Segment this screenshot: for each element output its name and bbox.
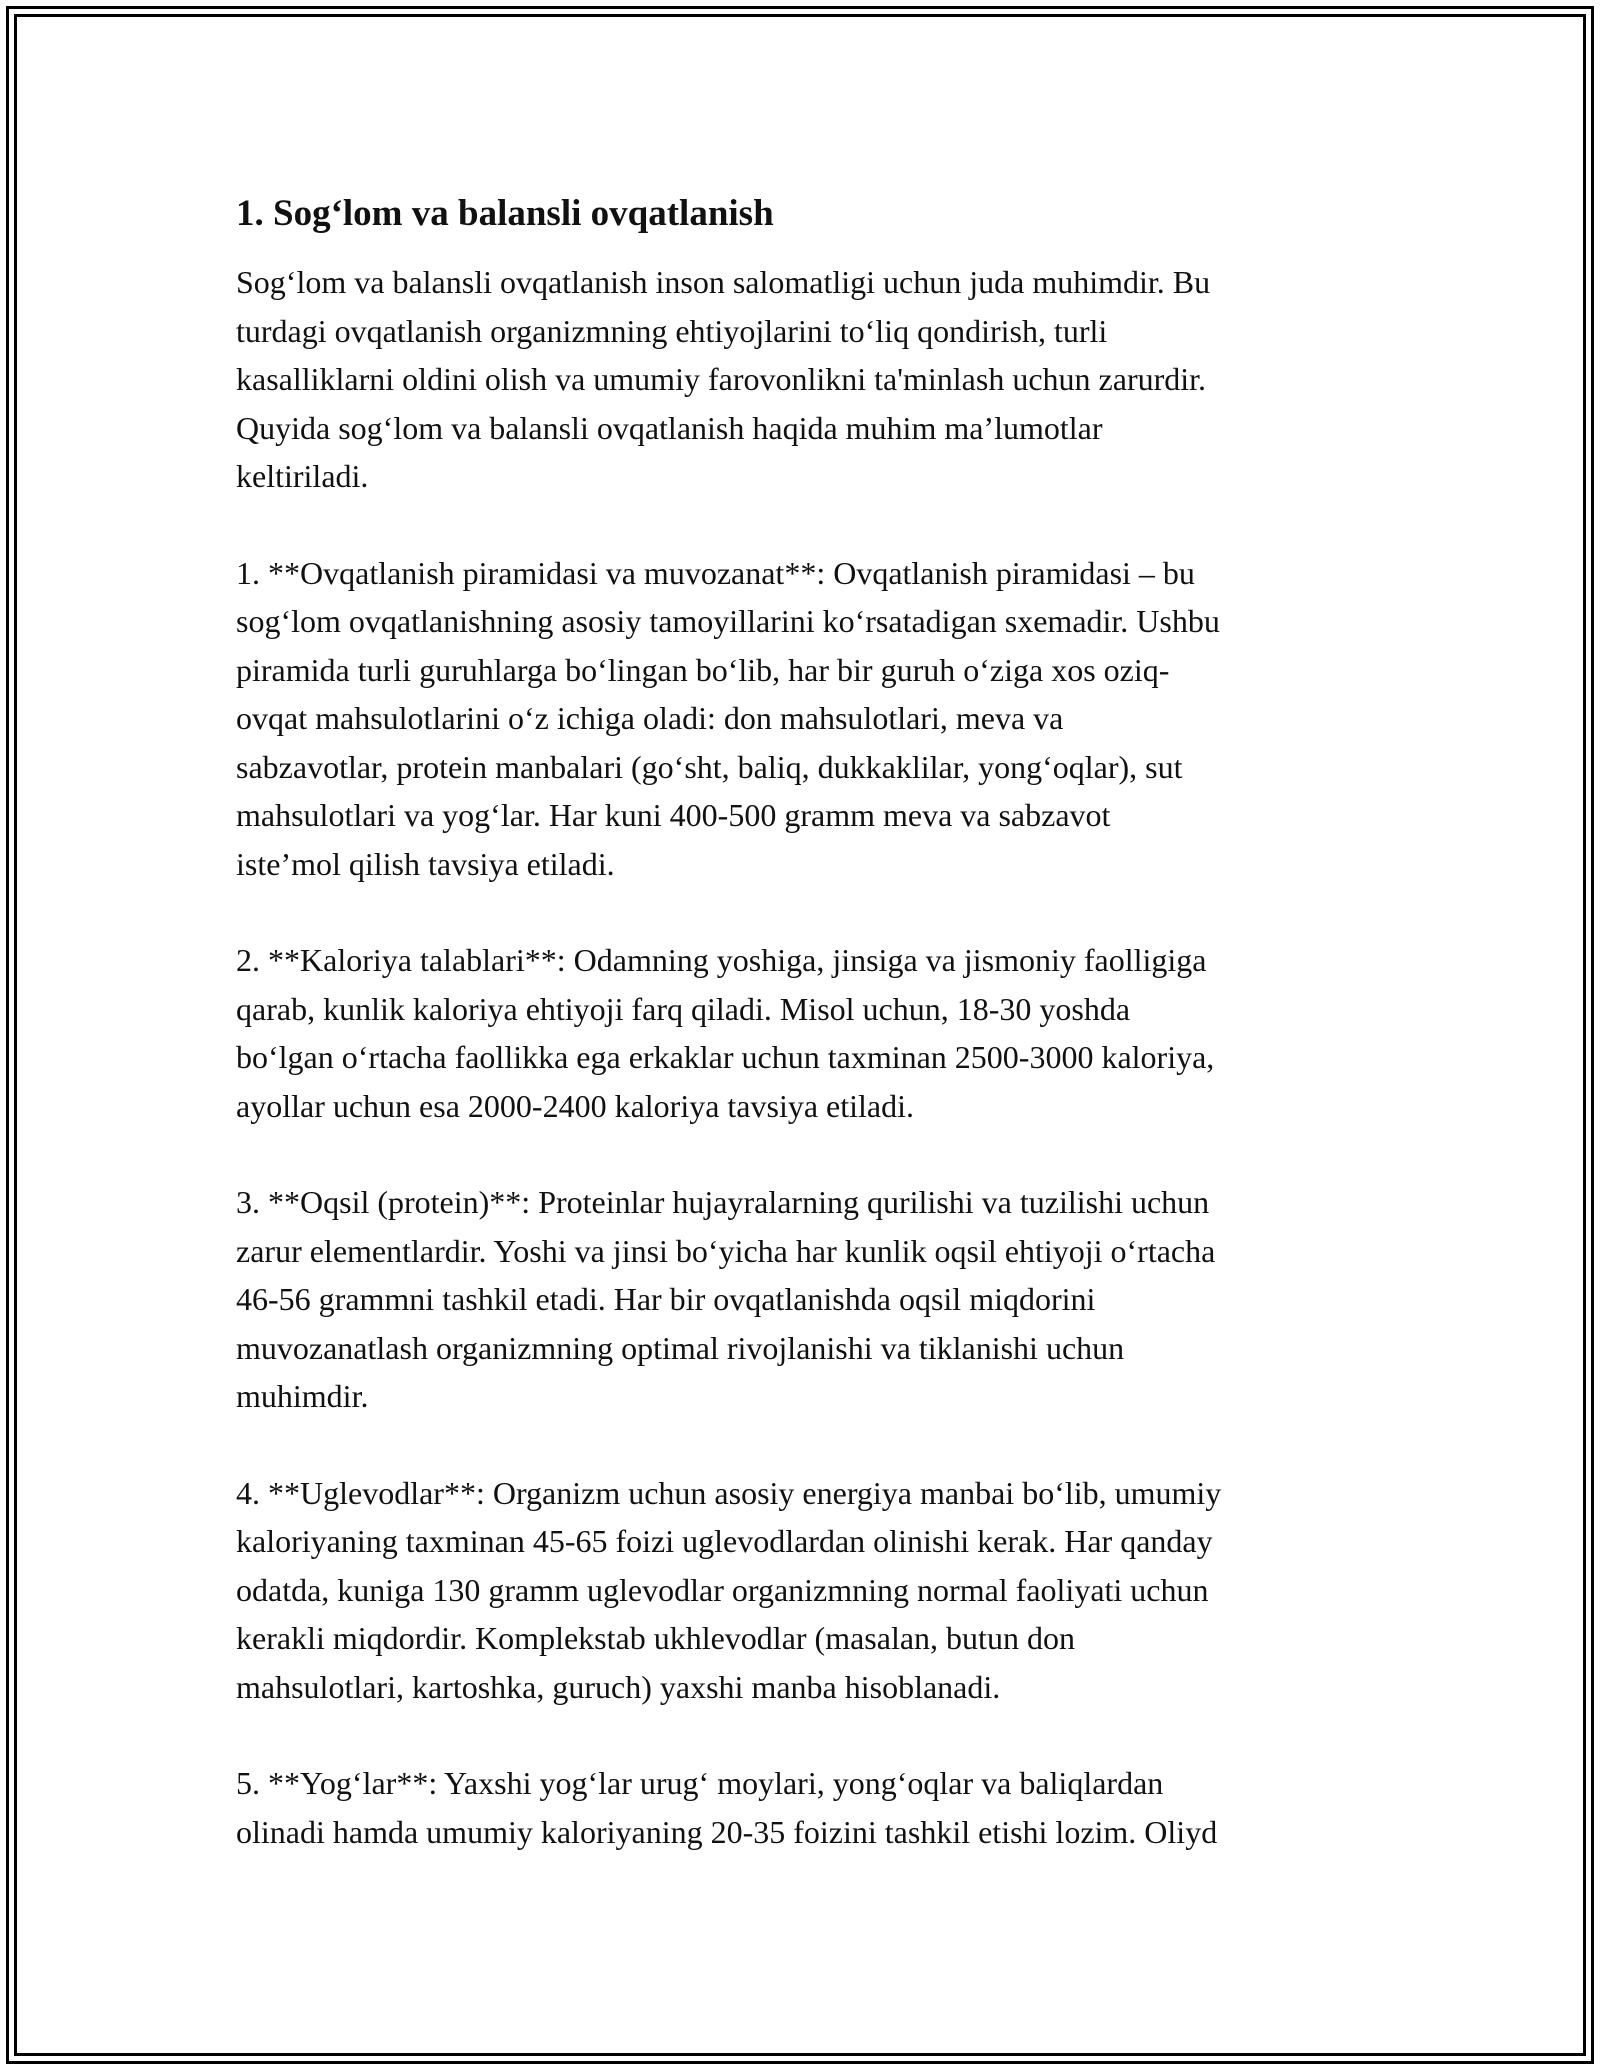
- text-line: piramida turli guruhlarga bo‘lingan bo‘lib, har bir guruh o‘ziga xos oziq-: [236, 651, 1170, 688]
- paragraph-item-5: [236, 1759, 1376, 1856]
- text-line: ayollar uchun esa 2000-2400 kaloriya tavsiya etiladi.: [236, 1087, 915, 1124]
- text-line: Quyida sog‘lom va balansli ovqatlanish haqida muhim ma’lumotlar: [236, 409, 1103, 446]
- text-line: muhimdir.: [236, 1378, 369, 1414]
- text-line: mahsulotlari, kartoshka, guruch) yaxshi manba hisoblanadi.: [236, 1668, 1001, 1705]
- text-line: sog‘lom ovqatlanishning asosiy tamoyillarini ko‘rsatadigan sxemadir. Ushbu: [236, 603, 1220, 639]
- document-body: [236, 190, 1376, 1904]
- section-title: 1. Sog‘lom va balansli ovqatlanish: [236, 193, 774, 234]
- paragraph-intro: [236, 258, 1376, 501]
- text-line: qarab, kunlik kaloriya ehtiyoji farq qiladi. Misol uchun, 18-30 yoshda: [236, 990, 1131, 1027]
- text-line: 46-56 grammni tashkil etadi. Har bir ovqatlanishda oqsil miqdorini: [236, 1281, 1096, 1317]
- text-line: olinadi hamda umumiy kaloriyaning 20-35 foizini tashkil etishi lozim. Oliyd: [236, 1813, 1218, 1850]
- text-line: odatda, kuniga 130 gramm uglevodlar organizmning normal faoliyati uchun: [236, 1571, 1209, 1608]
- text-line: bo‘lgan o‘rtacha faollikka ega erkaklar uchun taxminan 2500-3000 kaloriya,: [236, 1039, 1215, 1075]
- text-line: zarur elementlardir. Yoshi va jinsi bo‘yicha har kunlik oqsil ehtiyoji o‘rtacha: [236, 1232, 1216, 1269]
- text-line: mahsulotlari va yog‘lar. Har kuni 400-500 gramm meva va sabzavot: [236, 797, 1111, 833]
- text-line: muvozanatlash organizmning optimal rivojlanishi va tiklanishi uchun: [236, 1329, 1125, 1366]
- text-line: 1. **Ovqatlanish piramidasi va muvozanat**: Ovqatlanish piramidasi – bu: [236, 554, 1195, 591]
- text-line: kaloriyaning taxminan 45-65 foizi uglevodlardan olinishi kerak. Har qanday: [236, 1523, 1213, 1559]
- paragraph-item-1: [236, 549, 1376, 889]
- text-line: kerakli miqdordir. Komplekstab ukhlevodlar (masalan, butun don: [236, 1620, 1075, 1656]
- text-line: Sog‘lom va balansli ovqatlanish inson salomatligi uchun juda muhimdir. Bu: [236, 264, 1211, 300]
- text-line: ovqat mahsulotlarini o‘z ichiga oladi: don mahsulotlari, meva va: [236, 700, 1064, 736]
- paragraph-item-2: [236, 936, 1376, 1130]
- text-line: 5. **Yog‘lar**: Yaxshi yog‘lar urug‘ moylari, yong‘oqlar va baliqlardan: [236, 1765, 1164, 1801]
- paragraph-item-3: [236, 1178, 1376, 1421]
- paragraph-item-4: [236, 1469, 1376, 1712]
- text-line: keltiriladi.: [236, 458, 369, 494]
- text-line: 2. **Kaloriya talablari**: Odamning yoshiga, jinsiga va jismoniy faolligiga: [236, 942, 1207, 978]
- text-line: kasalliklarni oldini olish va umumiy farovonlikni ta'minlash uchun zarurdir.: [236, 361, 1207, 397]
- text-line: iste’mol qilish tavsiya etiladi.: [236, 845, 615, 882]
- text-line: 3. **Oqsil (protein)**: Proteinlar hujayralarning qurilishi va tuzilishi uchun: [236, 1184, 1210, 1220]
- text-line: 4. **Uglevodlar**: Organizm uchun asosiy energiya manbai bo‘lib, umumiy: [236, 1474, 1222, 1511]
- text-line: turdagi ovqatlanish organizmning ehtiyojlarini to‘liq qondirish, turli: [236, 312, 1108, 349]
- text-line: sabzavotlar, protein manbalari (go‘sht, baliq, dukkaklilar, yong‘oqlar), sut: [236, 748, 1183, 785]
